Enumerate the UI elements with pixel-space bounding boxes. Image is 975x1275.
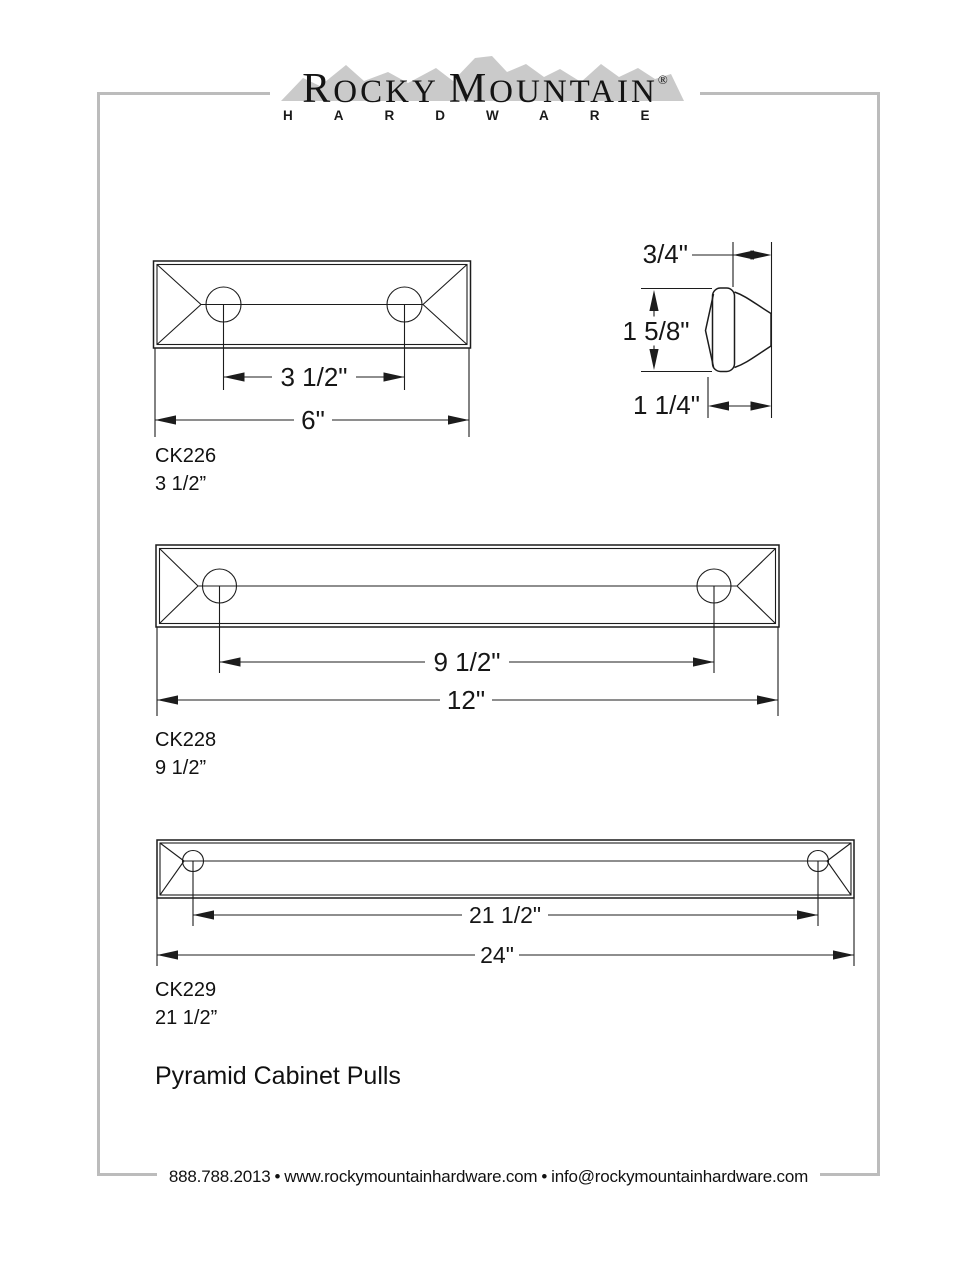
product-size: 3 1/2” <box>155 473 207 495</box>
logo-word: OCKY <box>333 74 449 110</box>
arrowhead-right <box>751 250 772 259</box>
logo-letter: R <box>302 66 334 112</box>
dim-center-to-center: 21 1/2" <box>468 902 542 928</box>
product-size: 21 1/2” <box>155 1007 218 1029</box>
arrowhead-right <box>693 657 714 666</box>
pyramid-facets <box>160 843 851 895</box>
arrowhead-left <box>220 657 241 666</box>
footer-email: info@rockymountainhardware.com <box>551 1167 809 1186</box>
dim-overall: 24" <box>480 942 514 968</box>
knob-face-profile <box>713 288 735 372</box>
dim-center-to-center: 3 1/2" <box>280 362 348 392</box>
arrowhead-right <box>448 415 469 424</box>
dim-projection: 1 1/4" <box>632 390 700 420</box>
arrowhead-left <box>157 950 178 959</box>
arrowhead-left <box>708 401 729 410</box>
logo-wordmark <box>272 58 698 114</box>
page-title: Pyramid Cabinet Pulls <box>155 1062 401 1090</box>
product-code: CK229 <box>155 979 217 1001</box>
dim-height: 1 5/8" <box>622 316 690 346</box>
footer-website: www.rockymountainhardware.com <box>284 1167 538 1186</box>
footer <box>97 1164 880 1190</box>
footer-contact-line <box>157 1164 820 1190</box>
arrowhead-left <box>224 372 245 381</box>
logo-word: OUNTAIN <box>489 74 658 110</box>
arrowhead-left <box>193 910 214 919</box>
footer-separator: • <box>541 1167 548 1186</box>
arrowhead-down <box>649 349 658 370</box>
product-size: 9 1/2” <box>155 757 207 779</box>
pull-bevel-inner <box>160 843 851 895</box>
arrowhead-right <box>751 401 772 410</box>
arrowhead-right <box>384 372 405 381</box>
product-label-ck226 <box>155 442 216 498</box>
side-profile-drawing <box>622 239 771 420</box>
arrowhead-left <box>155 415 176 424</box>
product-code: CK228 <box>155 729 217 751</box>
dim-top-depth: 3/4" <box>642 239 688 269</box>
rocky-mountain-logo <box>270 34 700 130</box>
arrowhead-right <box>833 950 854 959</box>
arrowhead-right <box>757 695 778 704</box>
drawing-ck229 <box>157 840 854 968</box>
arrowhead-left <box>157 695 178 704</box>
drawing-ck226 <box>154 261 471 437</box>
pyramid-facets <box>157 265 467 345</box>
pyramid-facets <box>160 549 776 624</box>
pull-outline <box>157 840 854 898</box>
dim-center-to-center: 9 1/2" <box>433 647 501 677</box>
arrowhead-up <box>649 290 658 311</box>
arrowhead-right <box>797 910 818 919</box>
dim-overall: 6" <box>301 405 325 435</box>
footer-separator: • <box>274 1167 281 1186</box>
product-label-ck229 <box>155 976 217 1032</box>
dim-overall: 12" <box>446 685 486 715</box>
registered-mark: ® <box>657 72 668 87</box>
knob-flare-profile <box>735 292 772 368</box>
logo-subtitle: HARDWARE <box>283 108 691 123</box>
logo-letter: M <box>448 66 490 112</box>
product-code: CK226 <box>155 445 217 467</box>
drawing-ck228 <box>156 545 779 716</box>
product-label-ck228 <box>155 726 216 782</box>
footer-phone: 888.788.2013 <box>168 1167 271 1186</box>
